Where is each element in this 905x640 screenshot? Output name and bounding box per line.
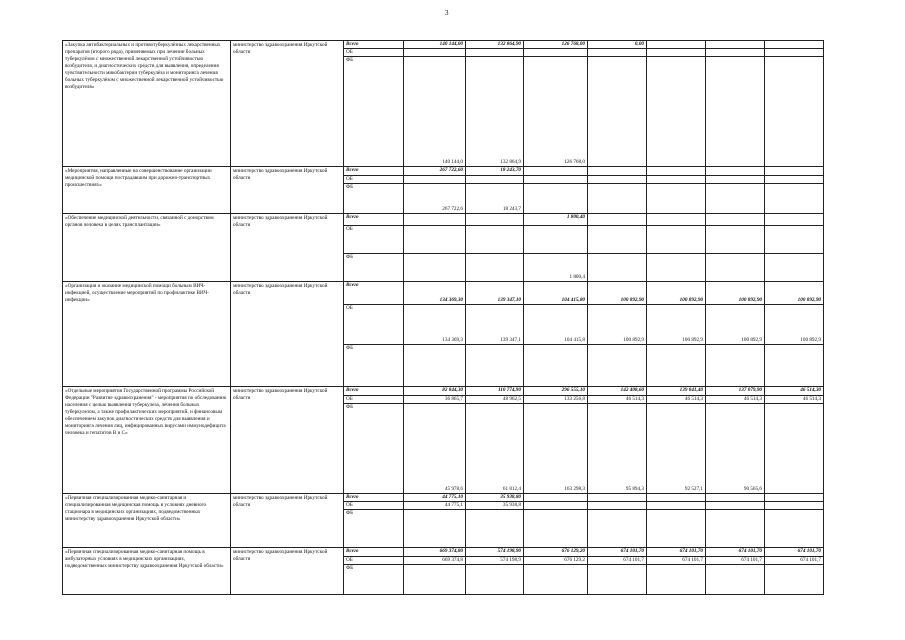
year-amount-cell [706,502,765,510]
funding-source-label: Всего [344,41,404,49]
year-amount-cell [765,404,824,494]
funding-source-label: ОБ [344,502,404,510]
year-amount-cell: 674 101,70 [647,548,706,557]
program-description: «Обеспечение медицинской деятельности, связанной с донорством органов человека в целях трансплантации» [63,214,231,282]
year-amount-cell [706,57,765,167]
year-amount-cell [524,502,588,510]
program-description: «Отдельные мероприятия Государственной программы Российской Федерации "Развитие здравоохранения" - мероприятия по обследованию населения с целью выявления туберкулеза, лечения больных туберкулезом, а также профилактических мероприятий, и финансовым обеспечением закупок диагностических средств для выявления и мониторинга лечения лиц, инфицированных вирусами иммунодефицита человека и гепатитов В и С» [63,387,231,494]
year-amount-cell [647,49,706,57]
year-amount-cell [706,49,765,57]
year-amount-cell [765,41,824,49]
year-amount-cell [588,345,647,387]
year-amount-cell [706,184,765,214]
year-amount-cell [765,565,824,595]
funding-source-label: ФБ [344,565,404,595]
year-amount-cell [765,254,824,282]
year-amount-cell [647,176,706,184]
year-amount-cell [466,176,524,184]
funding-source-label: ОБ [344,49,404,57]
year-amount-cell [588,254,647,282]
year-amount-cell: 18 243,7 [466,184,524,214]
year-amount-cell: 82 844,30 [404,387,466,396]
year-amount-cell [706,176,765,184]
year-amount-cell: 126 768,0 [524,57,588,167]
program-description: «Мероприятия, направленные на совершенствование организации медицинской помощи пострадавшим при дорожно-транспортных происшествиях» [63,167,231,214]
program-line [63,494,853,502]
year-amount-cell: 574 198,90 [466,548,524,557]
year-amount-cell: 139 347,10 [466,282,524,305]
year-amount-cell: 90 565,6 [706,404,765,494]
year-amount-cell [647,226,706,254]
responsible-organization: министерство здравоохранения Иркутской области [231,494,344,548]
year-amount-cell [524,226,588,254]
year-amount-cell [765,184,824,214]
year-amount-cell: 163 298,3 [524,404,588,494]
year-amount-cell [765,502,824,510]
year-amount-cell [765,510,824,548]
year-amount-cell [647,41,706,49]
responsible-organization: министерство здравоохранения Иркутской области [231,41,344,167]
year-amount-cell: 676 129,2 [524,557,588,565]
program-description: «Закупка антибактериальных и противотуберкулёзных лекарственных препаратов (второго ряда), применяемых при лечении больных туберкулёзом с множественной лекарственной устойчивостью возбудителя, и диагностических средств для выявления, определения чувствительности микобактерии туберкулёза и мониторинга лечения больных туберкулёзом с множественной лекарственной устойчивостью возбудителя» [63,41,231,167]
page-number: 3 [445,9,449,17]
year-amount-cell: 142 408,60 [588,387,647,396]
year-amount-cell: 100 892,90 [765,282,824,305]
year-amount-cell [404,345,466,387]
year-amount-cell [647,502,706,510]
program-line [63,387,853,396]
funding-source-label: Всего [344,548,404,557]
year-amount-cell [765,226,824,254]
year-amount-cell [647,345,706,387]
funding-source-label: ФБ [344,510,404,548]
year-amount-cell [765,176,824,184]
year-amount-cell [524,494,588,502]
year-amount-cell [588,494,647,502]
program-description: «Первичная специализированная медико-санитарная помощь в амбулаторных условиях в медицинских организациях, подведомственных министерству здравоохранения Иркутской области» [63,548,231,595]
year-amount-cell: 137 079,90 [706,387,765,396]
year-amount-cell [647,254,706,282]
program-line [63,214,853,226]
year-amount-cell [706,167,765,176]
year-amount-cell [588,184,647,214]
year-amount-cell [706,345,765,387]
funding-source-label: Всего [344,167,404,176]
year-amount-cell: 45 978,6 [404,404,466,494]
responsible-organization: министерство здравоохранения Иркутской области [231,282,344,387]
year-amount-cell [404,176,466,184]
year-amount-cell: 139 347,1 [466,305,524,345]
year-amount-cell [647,494,706,502]
year-amount-cell [524,345,588,387]
program-description: «Организация и оказание медицинской помощи больным ВИЧ-инфекцией, осуществление мероприятий по профилактике ВИЧ-инфекции» [63,282,231,387]
program-description: «Первичная специализированная медико-санитарная и специализированная медицинская помощь в условиях дневного стационара в медицинских организациях, подведомственных министерству здравоохранения Иркутской области» [63,494,231,548]
year-amount-cell: 140 144,0 [404,57,466,167]
year-amount-cell [466,49,524,57]
year-amount-cell: 100 892,90 [706,282,765,305]
year-amount-cell: 46 514,3 [588,396,647,404]
year-amount-cell: 61 812,4 [466,404,524,494]
year-amount-cell: 267 722,6 [404,184,466,214]
year-amount-cell [466,226,524,254]
funding-source-label: ФБ [344,404,404,494]
program-line [63,282,853,305]
year-amount-cell [588,565,647,595]
year-amount-cell [588,167,647,176]
year-amount-cell: 574 198,9 [466,557,524,565]
year-amount-cell: 674 101,70 [765,548,824,557]
year-amount-cell [588,176,647,184]
year-amount-cell [404,49,466,57]
funding-source-label: ФБ [344,345,404,387]
budget-table [62,40,852,600]
year-amount-cell [647,214,706,226]
year-amount-cell [647,565,706,595]
year-amount-cell: 100 892,9 [706,305,765,345]
year-amount-cell [588,502,647,510]
year-amount-cell [524,49,588,57]
funding-source-label: Всего [344,387,404,396]
year-amount-cell [524,184,588,214]
funding-source-label: ФБ [344,57,404,167]
year-amount-cell: 134 369,3 [404,305,466,345]
year-amount-cell [706,565,765,595]
year-amount-cell [706,226,765,254]
year-amount-cell [404,226,466,254]
year-amount-cell: 674 101,7 [706,557,765,565]
year-amount-cell [588,510,647,548]
year-amount-cell [647,510,706,548]
program-line [63,548,853,557]
year-amount-cell: 674 101,7 [647,557,706,565]
year-amount-cell [404,214,466,226]
year-amount-cell: 46 514,3 [765,396,824,404]
funding-source-label: ОБ [344,305,404,345]
year-amount-cell [588,226,647,254]
year-amount-cell [466,214,524,226]
responsible-organization: министерство здравоохранения Иркутской области [231,214,344,282]
year-amount-cell: 46 514,3 [647,396,706,404]
year-amount-cell [404,565,466,595]
funding-source-label: Всего [344,214,404,226]
year-amount-cell: 46 514,3 [706,396,765,404]
year-amount-cell [524,510,588,548]
year-amount-cell: 92 527,1 [647,404,706,494]
year-amount-cell: 44 775,1 [404,502,466,510]
year-amount-cell [524,565,588,595]
year-amount-cell [706,510,765,548]
year-amount-cell [647,184,706,214]
year-amount-cell: 110 774,90 [466,387,524,396]
year-amount-cell: 44 775,10 [404,494,466,502]
year-amount-cell: 95 894,3 [588,404,647,494]
year-amount-cell: 0,00 [588,41,647,49]
year-amount-cell: 134 369,30 [404,282,466,305]
year-amount-cell: 674 101,70 [588,548,647,557]
funding-source-label: ОБ [344,176,404,184]
year-amount-cell [404,254,466,282]
responsible-organization: министерство здравоохранения Иркутской области [231,387,344,494]
year-amount-cell: 36 865,7 [404,396,466,404]
year-amount-cell [466,510,524,548]
year-amount-cell [647,57,706,167]
year-amount-cell: 35 938,80 [466,494,524,502]
year-amount-cell [524,176,588,184]
year-amount-cell: 139 041,40 [647,387,706,396]
year-amount-cell: 48 962,5 [466,396,524,404]
year-amount-cell [466,254,524,282]
year-amount-cell [588,214,647,226]
year-amount-cell: 100 892,9 [647,305,706,345]
year-amount-cell [466,345,524,387]
year-amount-cell [706,41,765,49]
year-amount-cell: 100 892,9 [588,305,647,345]
year-amount-cell [765,167,824,176]
year-amount-cell [706,494,765,502]
year-amount-cell [524,167,588,176]
year-amount-cell [588,49,647,57]
program-line [63,41,853,49]
year-amount-cell [466,565,524,595]
year-amount-cell [706,214,765,226]
year-amount-cell: 674 101,7 [765,557,824,565]
year-amount-cell [765,49,824,57]
year-amount-cell: 100 892,9 [765,305,824,345]
year-amount-cell: 133 256,8 [524,396,588,404]
funding-source-label: ФБ [344,184,404,214]
year-amount-cell: 140 144,00 [404,41,466,49]
year-amount-cell [706,254,765,282]
year-amount-cell: 100 892,90 [588,282,647,305]
year-amount-cell: 104 415,80 [524,282,588,305]
year-amount-cell: 132 864,90 [466,41,524,49]
year-amount-cell [765,494,824,502]
funding-source-label: Всего [344,494,404,502]
year-amount-cell: 46 514,30 [765,387,824,396]
year-amount-cell: 676 129,20 [524,548,588,557]
year-amount-cell [588,57,647,167]
year-amount-cell: 1 800,4 [524,254,588,282]
year-amount-cell [765,57,824,167]
program-line [63,167,853,176]
year-amount-cell: 669 374,80 [404,548,466,557]
year-amount-cell: 104 415,8 [524,305,588,345]
year-amount-cell [765,345,824,387]
responsible-organization: министерство здравоохранения Иркутской области [231,167,344,214]
year-amount-cell: 267 722,60 [404,167,466,176]
year-amount-cell: 126 768,00 [524,41,588,49]
year-amount-cell: 132 864,9 [466,57,524,167]
year-amount-cell [647,167,706,176]
year-amount-cell: 674 101,70 [706,548,765,557]
year-amount-cell [765,214,824,226]
funding-source-label: ОБ [344,226,404,254]
funding-source-label: Всего [344,282,404,305]
funding-source-label: ОБ [344,396,404,404]
year-amount-cell: 100 892,90 [647,282,706,305]
year-amount-cell [404,510,466,548]
year-amount-cell: 1 800,40 [524,214,588,226]
responsible-organization: министерство здравоохранения Иркутской области [231,548,344,595]
year-amount-cell: 669 374,8 [404,557,466,565]
year-amount-cell: 18 243,70 [466,167,524,176]
year-amount-cell: 674 101,7 [588,557,647,565]
year-amount-cell: 35 938,8 [466,502,524,510]
funding-source-label: ФБ [344,254,404,282]
year-amount-cell: 296 555,10 [524,387,588,396]
funding-source-label: ОБ [344,557,404,565]
